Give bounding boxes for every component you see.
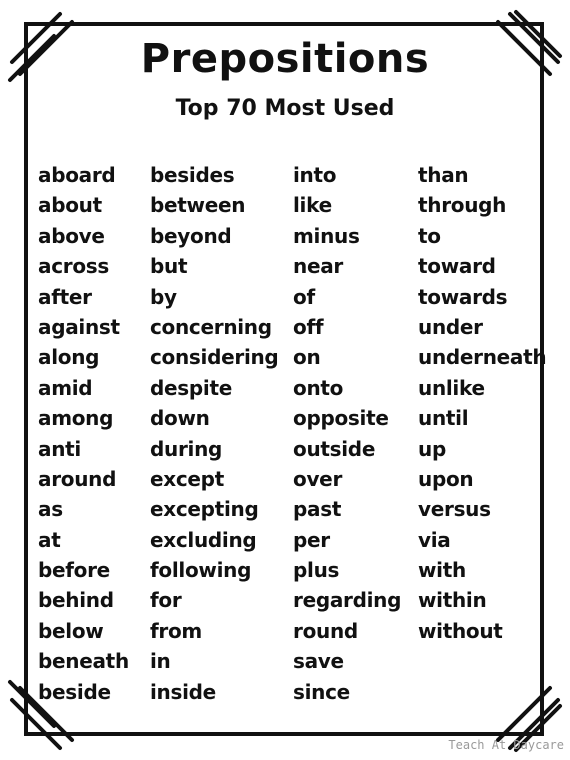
preposition-word: behind xyxy=(38,588,114,613)
preposition-word: past xyxy=(293,497,342,522)
preposition-word: over xyxy=(293,466,343,491)
preposition-word: on xyxy=(293,345,321,370)
preposition-word: against xyxy=(38,314,120,339)
preposition-word: below xyxy=(38,618,104,643)
preposition-word: except xyxy=(150,466,224,491)
preposition-word: until xyxy=(418,406,469,431)
preposition-word: following xyxy=(150,558,252,583)
preposition-word: within xyxy=(418,588,487,613)
preposition-word: around xyxy=(38,466,117,491)
preposition-word: besides xyxy=(150,163,235,187)
preposition-word: via xyxy=(418,527,451,552)
preposition-word: excepting xyxy=(150,497,259,522)
preposition-word: excluding xyxy=(150,527,257,552)
preposition-word: along xyxy=(38,345,100,370)
preposition-word: round xyxy=(293,618,358,643)
page-title: Prepositions xyxy=(140,36,430,82)
preposition-word: outside xyxy=(293,436,376,461)
preposition-word: from xyxy=(150,618,202,643)
preposition-word: like xyxy=(293,193,332,218)
preposition-word: toward xyxy=(418,254,496,279)
preposition-word: opposite xyxy=(293,406,389,431)
word-column-4 xyxy=(418,160,546,646)
preposition-word: into xyxy=(293,163,337,187)
preposition-word: versus xyxy=(418,497,491,522)
word-column-1 xyxy=(38,160,129,707)
preposition-word: onto xyxy=(293,375,344,400)
preposition-word: off xyxy=(293,314,324,339)
preposition-word: up xyxy=(418,436,446,461)
preposition-word: with xyxy=(418,558,466,583)
preposition-word: of xyxy=(293,284,315,309)
preposition-word: anti xyxy=(38,436,81,461)
preposition-word: in xyxy=(150,649,171,674)
word-column-3 xyxy=(293,160,401,707)
preposition-word: amid xyxy=(38,375,93,400)
preposition-word: as xyxy=(38,497,63,522)
preposition-word: beneath xyxy=(38,649,129,674)
preposition-word: near xyxy=(293,254,343,279)
preposition-word: across xyxy=(38,254,109,279)
preposition-word: per xyxy=(293,527,330,552)
preposition-word: at xyxy=(38,527,61,552)
preposition-word: considering xyxy=(150,345,279,370)
preposition-word: concerning xyxy=(150,314,272,339)
preposition-word: regarding xyxy=(293,588,402,613)
preposition-word: than xyxy=(418,163,469,187)
preposition-word: unlike xyxy=(418,375,485,400)
preposition-word: save xyxy=(293,649,344,674)
preposition-word: upon xyxy=(418,466,474,491)
preposition-word: during xyxy=(150,436,223,461)
preposition-word: before xyxy=(38,558,110,583)
preposition-word: to xyxy=(418,223,441,248)
preposition-word: for xyxy=(150,588,182,613)
preposition-word: towards xyxy=(418,284,508,309)
preposition-word: without xyxy=(418,618,503,643)
preposition-word: among xyxy=(38,406,114,431)
preposition-word: aboard xyxy=(38,163,116,187)
preposition-word: by xyxy=(150,284,177,309)
preposition-word: through xyxy=(418,193,507,218)
preposition-word: despite xyxy=(150,375,232,400)
preposition-word: beyond xyxy=(150,223,232,248)
preposition-word: since xyxy=(293,679,350,704)
preposition-word: beside xyxy=(38,679,111,704)
watermark-credit: Teach At Daycare xyxy=(448,738,564,752)
preposition-word: under xyxy=(418,314,483,339)
page-subtitle: Top 70 Most Used xyxy=(175,96,395,121)
preposition-word: inside xyxy=(150,679,216,704)
preposition-word: down xyxy=(150,406,210,431)
preposition-word: plus xyxy=(293,558,340,583)
preposition-word: above xyxy=(38,223,105,248)
preposition-word: minus xyxy=(293,223,360,248)
word-column-2 xyxy=(150,160,278,707)
preposition-word: but xyxy=(150,254,188,279)
preposition-word: after xyxy=(38,284,92,309)
preposition-word: between xyxy=(150,193,246,218)
preposition-word: underneath xyxy=(418,345,547,370)
preposition-word: about xyxy=(38,193,102,218)
